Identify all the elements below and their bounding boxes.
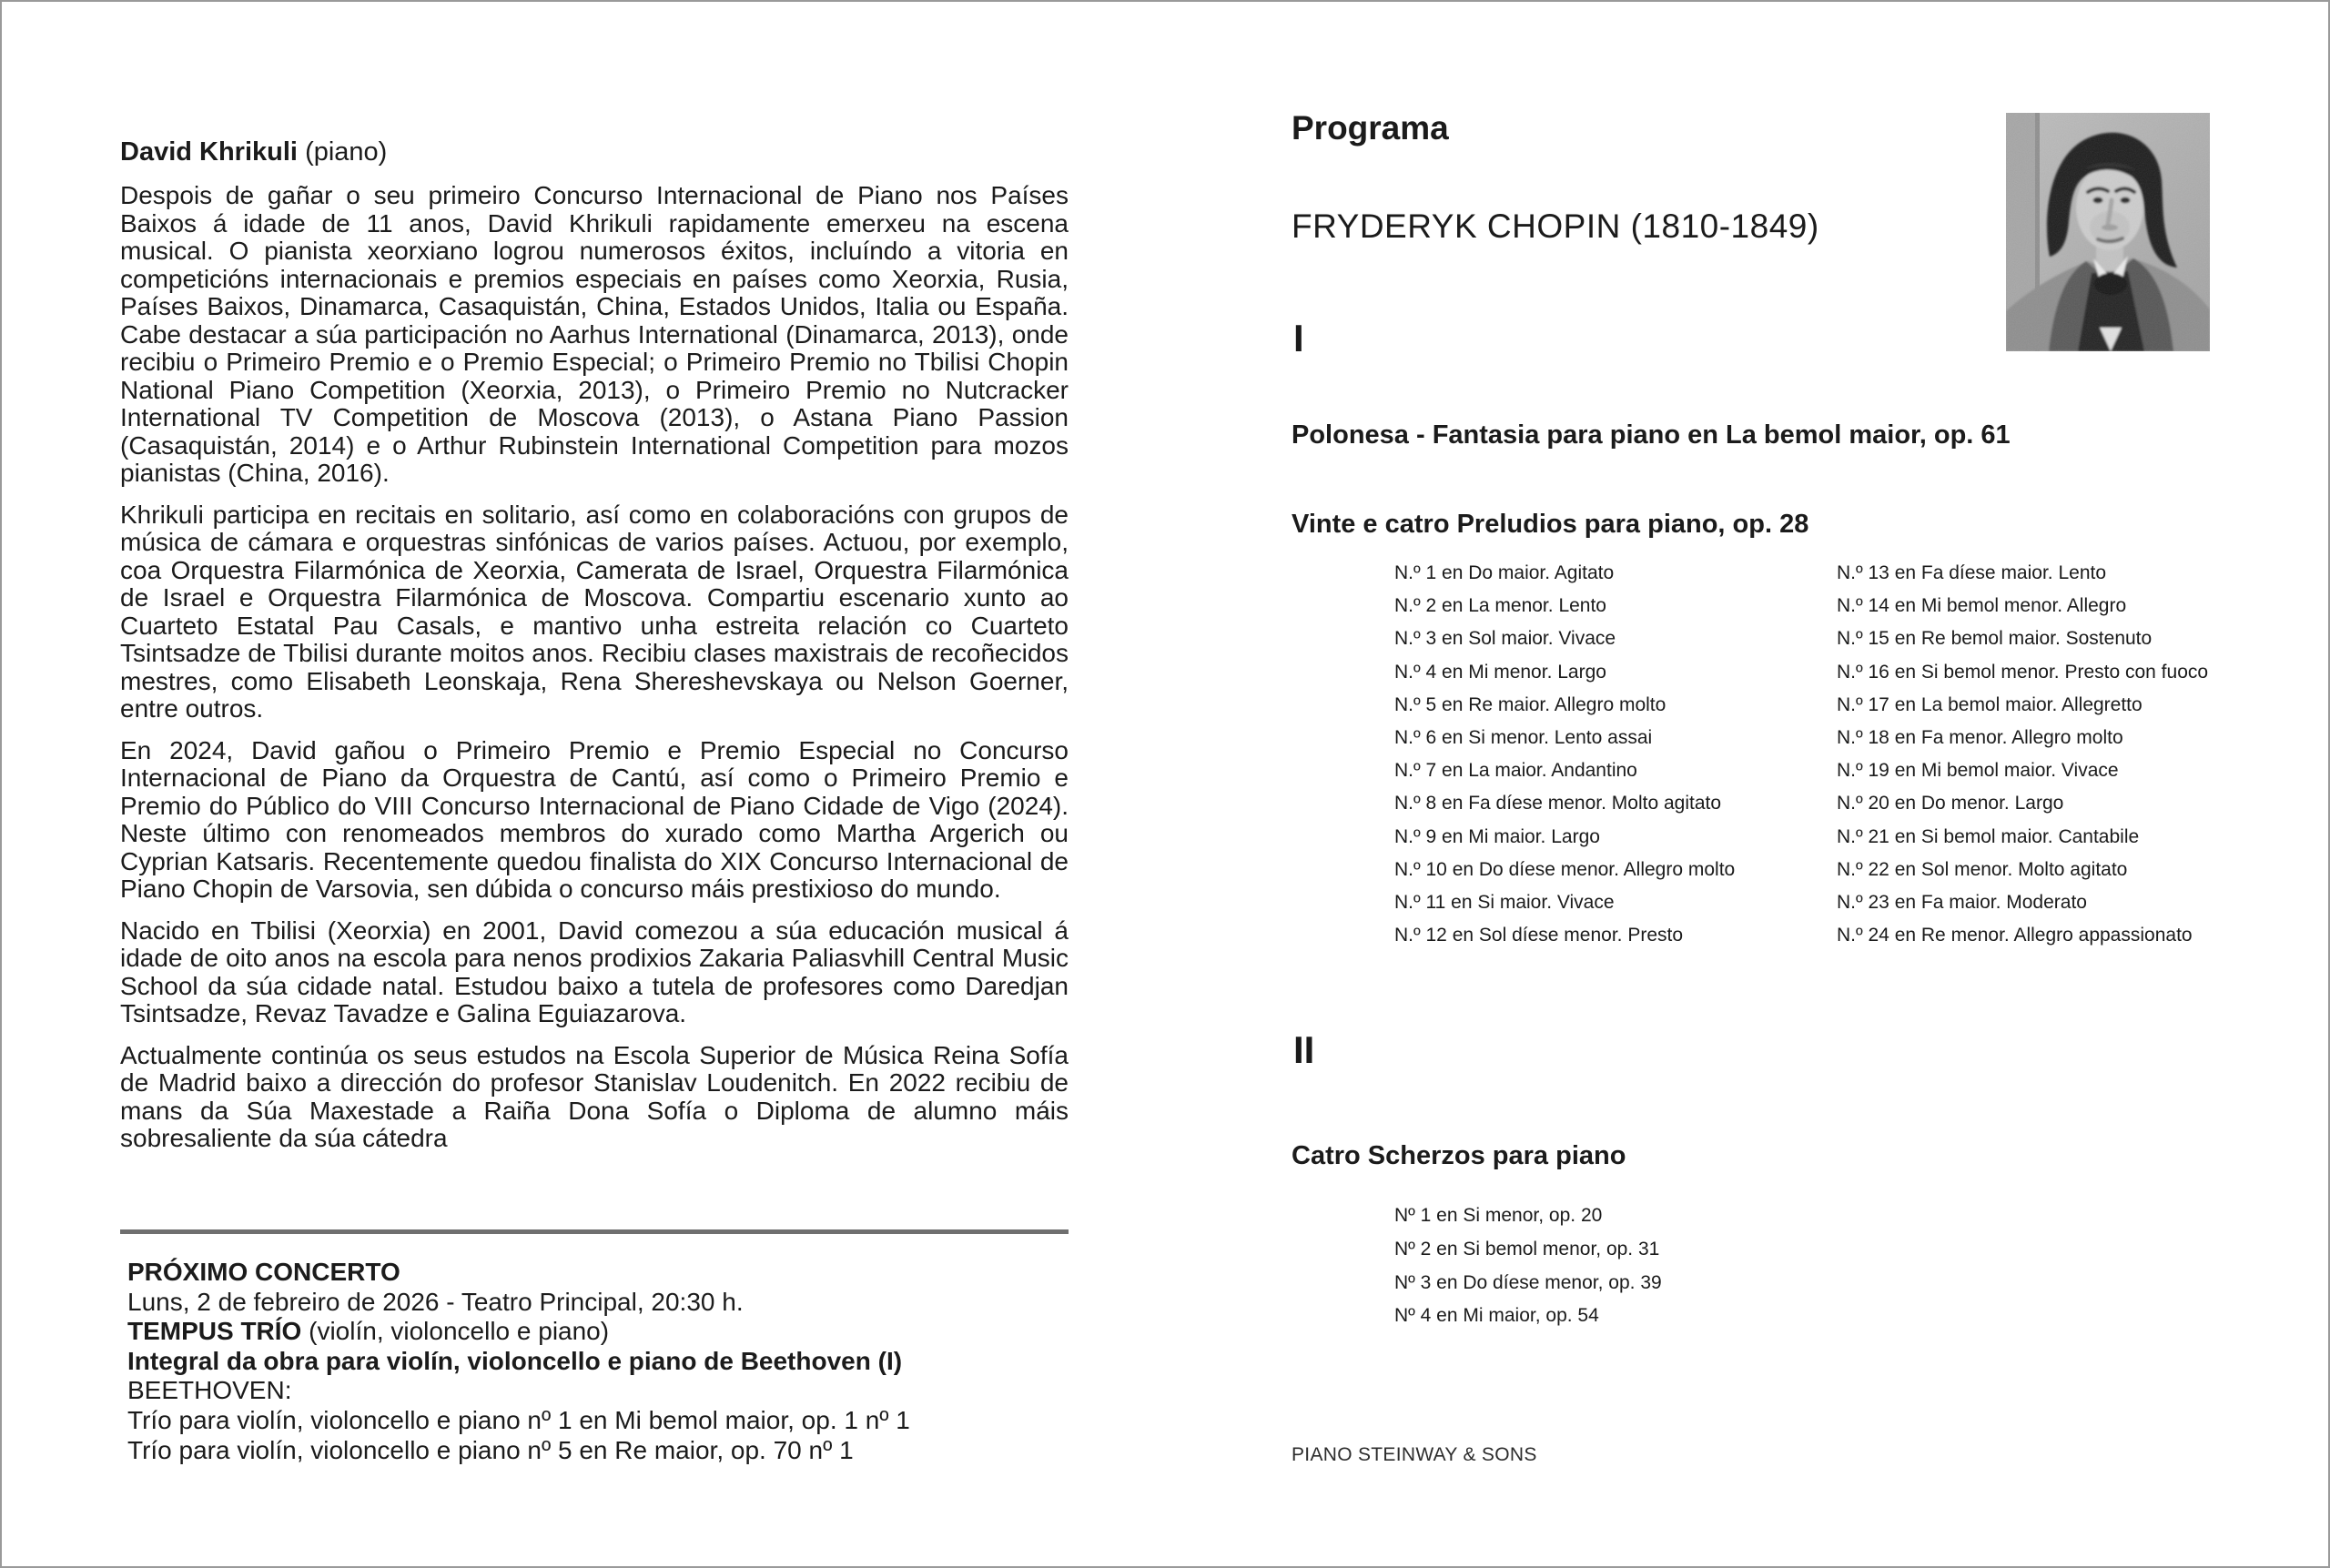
bio-paragraph: Nacido en Tbilisi (Xeorxia) en 2001, David comezou a súa educación musical á idade de oito anos na escola para nenos prodixios Zakaria Paliasvhill Central Music School da súa cidade natal. Estudou baixo a tutela de profesores como Daredjan Tsintsadze, Revaz Tavadze e Galina Eguiazarova. [120, 916, 1069, 1027]
bio-paragraph: Khrikuli participa en recitais en solitario, así como en colaboracións con grupos de música de cámara e orquestras sinfónicas de varios países. Actuou, por exemplo, coa Orquestra Filarmónica de Xeorxia, Camerata de Israel, Orquestra Filarmónica de Israel e Orquestra Filarmónica de Moscova. Compartiu escenario xunto ao Cuarteto Estatal Pau Casals, e mantivo unha estreita relación co Cuarteto Tsintsadze de Tbilisi durante moitos anos. Recibiu clases maxistrais de recoñecidos mestres, como Elisabeth Leonskaja, Rena Shereshevskaya ou Nelson Goerner, entre outros. [120, 500, 1069, 723]
scherzo-item: Nº 1 en Si menor, op. 20 [1394, 1205, 1603, 1226]
polonesa-title: Polonesa - Fantasia para piano en La bemol maior, op. 61 [1292, 420, 2011, 450]
chopin-portrait [2006, 113, 2210, 351]
preludes-column-2 [1837, 557, 2208, 952]
part-one-numeral: I [1293, 317, 1304, 359]
bio-paragraph: Despois de gañar o seu primeiro Concurso Internacional de Piano nos Países Baixos á idade de 11 anos, David Khrikuli rapidamente emerxeu na escena musical. O pianista xeorxiano logrou numerosos éxitos, incluíndo a vitoria en competicións internacionais e premios especiais en países como Xeorxia, Rusia, Países Baixos, Dinamarca, Casaquistán, China, Estados Unidos, Italia ou España. Cabe destacar a súa participación no Aarhus International (Dinamarca, 2013), onde recibiu o Primeiro Premio e o Premio Especial; o Primeiro Premio no Tbilisi Chopin National Piano Competition (Xeorxia, 2013), o Primeiro Premio no Nutcracker International TV Competition de Moscova (2013), o Astana Piano Passion (Casaquistán, 2014) e o Arthur Rubinstein International Competition para mozos pianistas (China, 2016). [120, 181, 1069, 487]
bio-paragraph: En 2024, David gañou o Primeiro Premio e Premio Especial no Concurso Internacional de Piano da Orquestra de Cantú, así como o Primeiro Premio e Premio do Público do VIII Concurso Internacional de Piano Cidade de Vigo (2024). Neste último con renomeados membros do xurado como Martha Argerich ou Cyprian Katsaris. Recentemente quedou finalista do XIX Concurso Internacional de Piano Chopin de Varsovia, sen dúbida o concurso máis prestixioso do mundo. [120, 735, 1069, 903]
next-concert-date: Luns, 2 de febreiro de 2026 - Teatro Principal, 20:30 h. [127, 1287, 744, 1316]
composer-label: BEETHOVEN: [127, 1376, 292, 1405]
prelude-item: N.º 4 en Mi menor. Largo [1394, 661, 1606, 683]
prelude-item: N.º 5 en Re maior. Allegro molto [1394, 693, 1666, 715]
prelude-item: N.º 14 en Mi bemol menor. Allegro [1837, 595, 2127, 617]
prelude-item: N.º 20 en Do menor. Largo [1837, 793, 2064, 814]
prelude-item: N.º 12 en Sol díese menor. Presto [1394, 925, 1684, 946]
chopin-portrait-image [2006, 113, 2210, 351]
prelude-item: N.º 15 en Re bemol maior. Sostenuto [1837, 628, 2153, 650]
ensemble-name: TEMPUS TRÍO [127, 1317, 302, 1346]
prelude-item: N.º 11 en Si maior. Vivace [1394, 892, 1615, 914]
preludes-column-1 [1394, 557, 1735, 952]
program-title: Programa [1292, 109, 1449, 147]
scherzo-item: Nº 3 en Do díese menor, op. 39 [1394, 1271, 1662, 1293]
next-concert-ensemble-line [127, 1317, 1076, 1347]
prelude-item: N.º 18 en Fa menor. Allegro molto [1837, 727, 2123, 749]
prelude-item: N.º 17 en La bemol maior. Allegretto [1837, 693, 2143, 715]
prelude-item: N.º 21 en Si bemol maior. Cantabile [1837, 825, 2140, 847]
composer-heading: FRYDERYK CHOPIN (1810-1849) [1292, 207, 1819, 245]
prelude-item: N.º 16 en Si bemol menor. Presto con fuoco [1837, 661, 2209, 683]
ensemble-detail: (violín, violoncello e piano) [309, 1317, 610, 1346]
prelude-item: N.º 24 en Re menor. Allegro appassionato [1837, 925, 2193, 946]
prelude-item: N.º 10 en Do díese menor. Allegro molto [1394, 858, 1736, 880]
prelude-item: N.º 19 en Mi bemol maior. Vivace [1837, 760, 2119, 782]
part-two-numeral: II [1293, 1028, 1315, 1071]
next-concert-program-title: Integral da obra para violín, violoncello e piano de Beethoven (I) [127, 1346, 903, 1375]
artist-name: David Khrikuli [120, 137, 298, 167]
next-concert-work: Trío para violín, violoncello e piano nº 5 en Re maior, op. 70 nº 1 [127, 1435, 854, 1464]
prelude-item: N.º 22 en Sol menor. Molto agitato [1837, 858, 2128, 880]
prelude-item: N.º 6 en Si menor. Lento assai [1394, 727, 1653, 749]
bio-paragraph: Actualmente continúa os seus estudos na Escola Superior de Música Reina Sofía de Madrid baixo a dirección do profesor Stanislav Loudenitch. En 2022 recibiu de mans da Súa Maxestade a Raiña Dona Sofía o Diploma de alumno máis sobresaliente da súa cátedra [120, 1040, 1069, 1152]
scherzo-item: Nº 4 en Mi maior, op. 54 [1394, 1305, 1599, 1327]
prelude-item: N.º 2 en La menor. Lento [1394, 595, 1606, 617]
next-concert-section [127, 1258, 1076, 1465]
scherzos-title: Catro Scherzos para piano [1292, 1141, 1626, 1170]
preludes-title: Vinte e catro Preludios para piano, op. 28 [1292, 510, 1809, 539]
artist-heading [120, 137, 1069, 167]
artist-bio [120, 137, 1069, 1167]
prelude-item: N.º 8 en Fa díese menor. Molto agitato [1394, 793, 1722, 814]
next-concert-work: Trío para violín, violoncello e piano nº 1 en Mi bemol maior, op. 1 nº 1 [127, 1405, 910, 1434]
prelude-item: N.º 1 en Do maior. Agitato [1394, 562, 1615, 583]
prelude-item: N.º 13 en Fa díese maior. Lento [1837, 562, 2107, 583]
prelude-item: N.º 23 en Fa maior. Moderato [1837, 892, 2087, 914]
scherzo-item: Nº 2 en Si bemol menor, op. 31 [1394, 1238, 1660, 1259]
prelude-item: N.º 3 en Sol maior. Vivace [1394, 628, 1616, 650]
piano-credit: PIANO STEINWAY & SONS [1292, 1444, 1537, 1465]
prelude-item: N.º 9 en Mi maior. Largo [1394, 825, 1600, 847]
scherzos-list [1394, 1199, 1662, 1333]
next-concert-heading: PRÓXIMO CONCERTO [127, 1258, 400, 1286]
prelude-item: N.º 7 en La maior. Andantino [1394, 760, 1637, 782]
artist-instrument: (piano) [305, 137, 388, 167]
section-divider [120, 1229, 1069, 1234]
